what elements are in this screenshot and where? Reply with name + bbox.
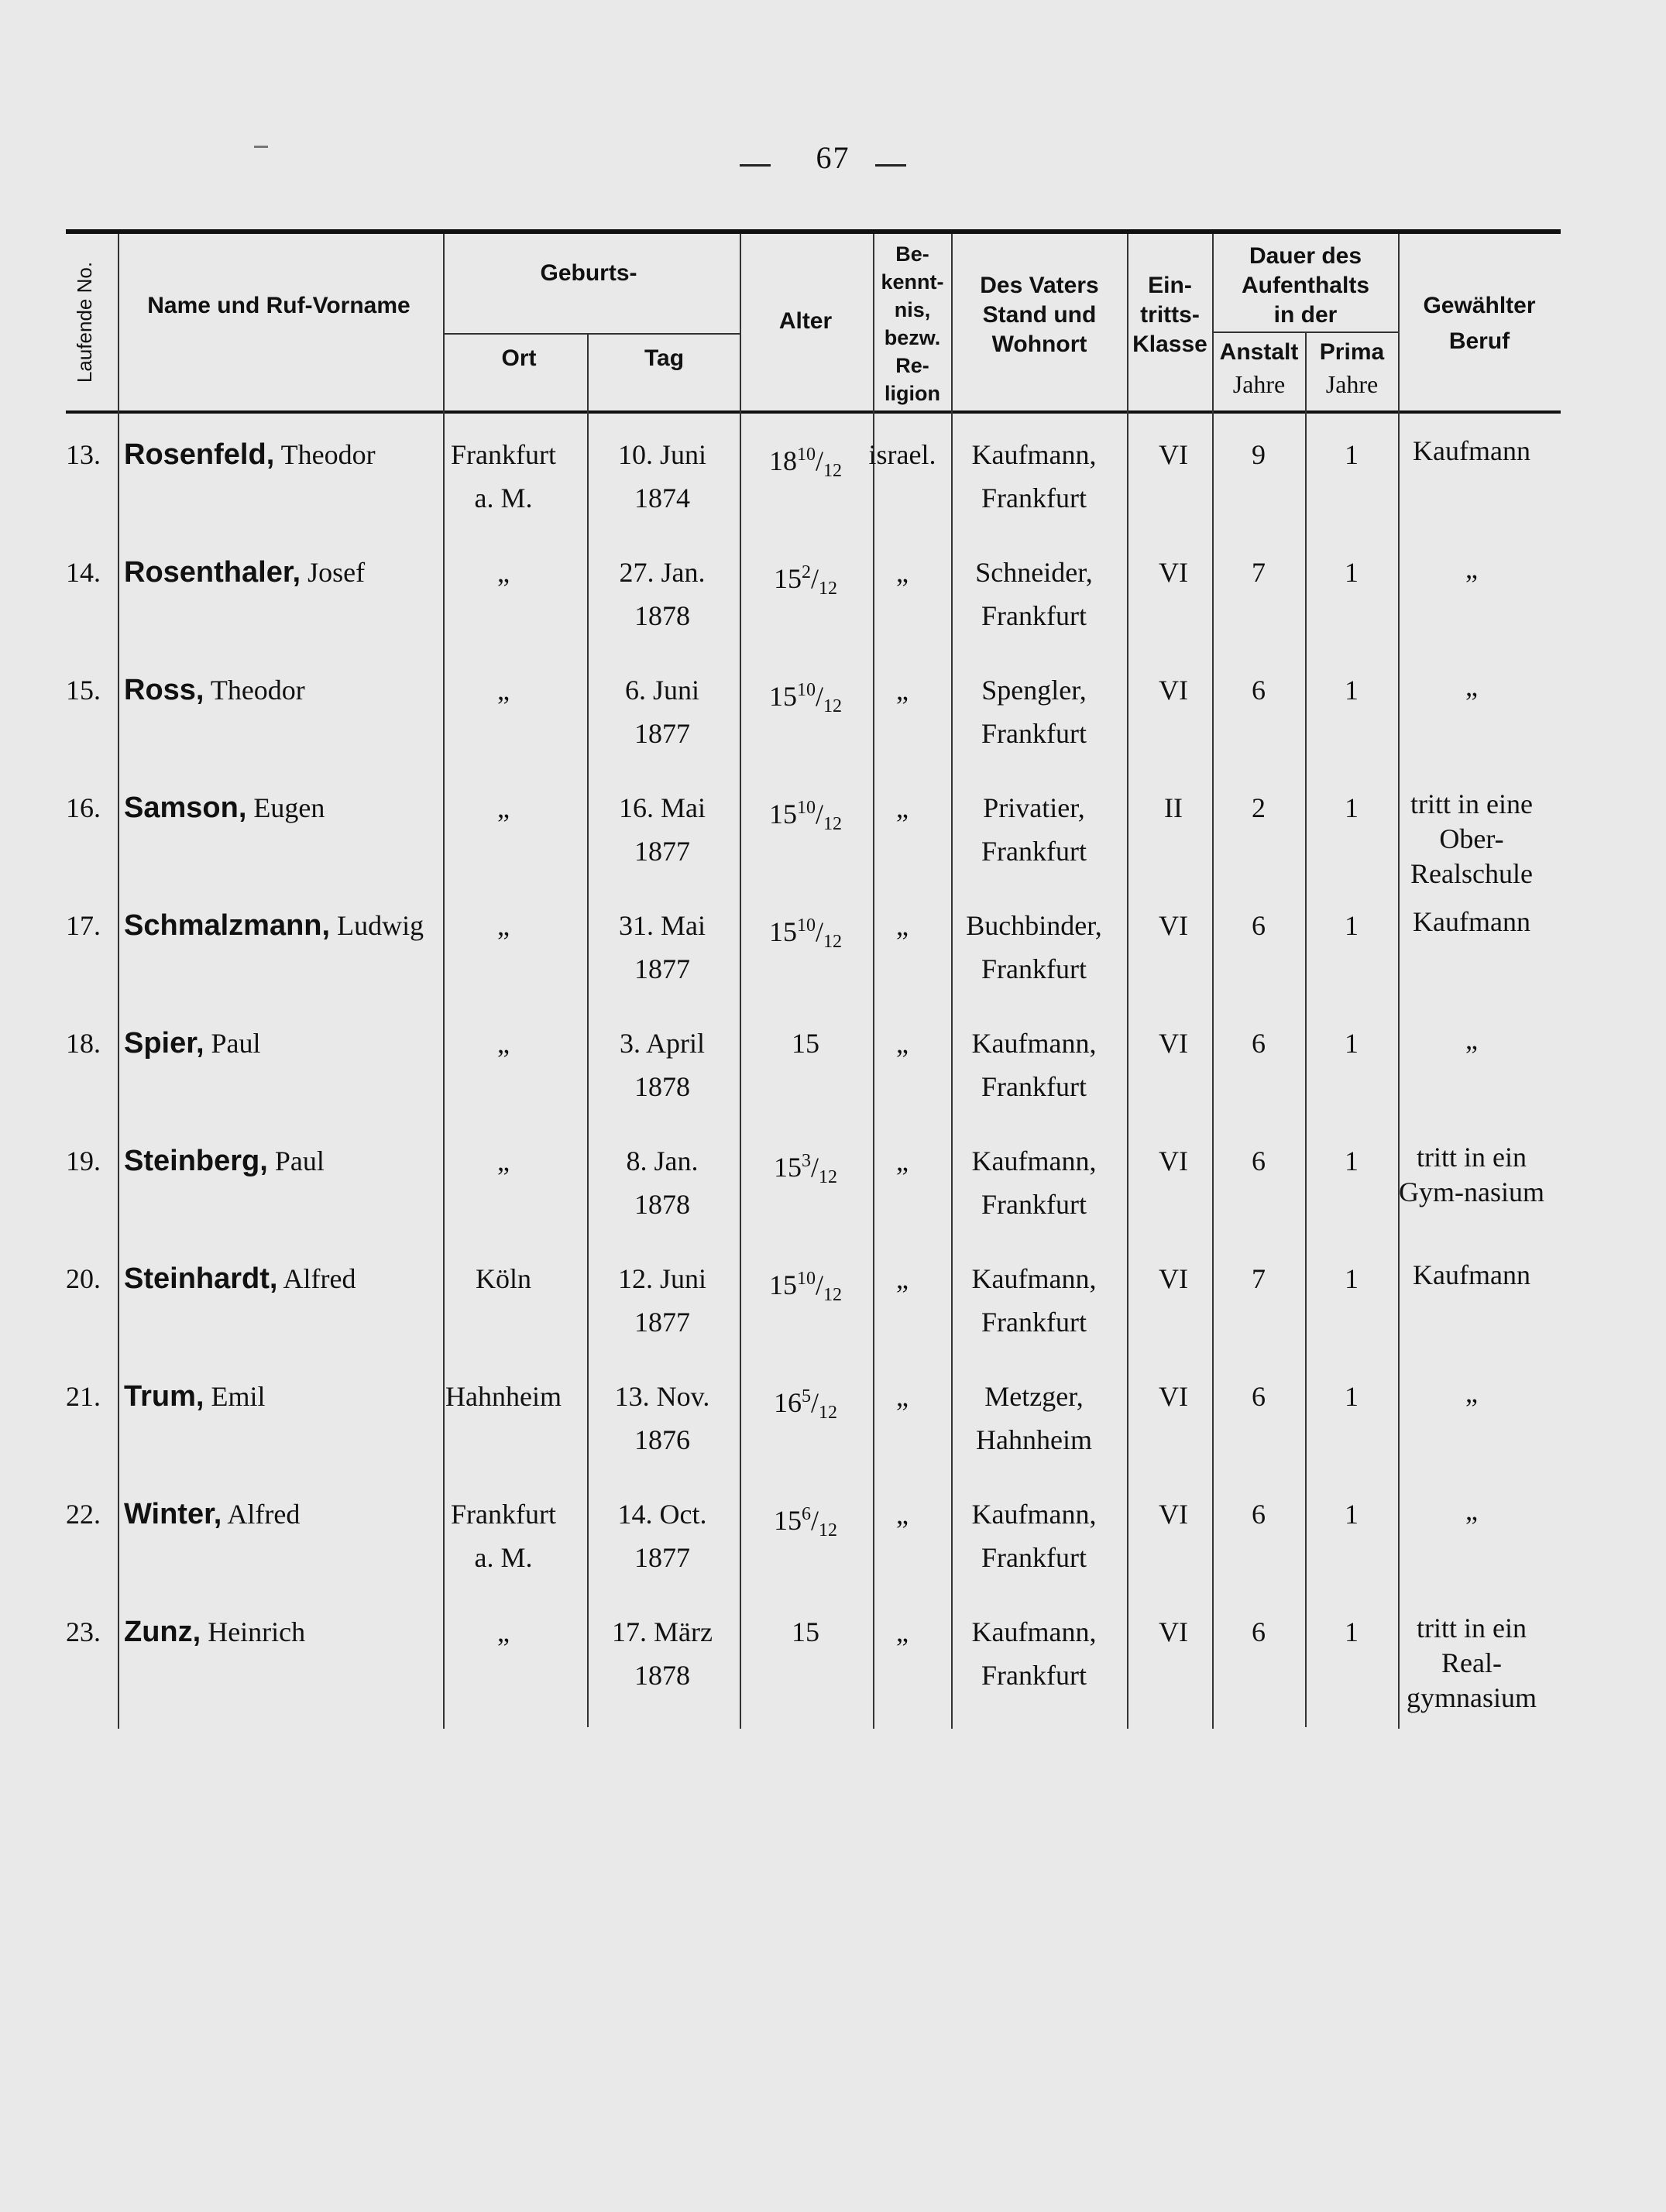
father-residence: Hahnheim	[976, 1424, 1092, 1455]
father-residence: Frankfurt	[981, 1189, 1087, 1220]
birth-date: 12. Juni	[617, 1263, 706, 1294]
birthplace: „	[497, 792, 510, 823]
years-prima: 1	[1345, 1381, 1359, 1412]
age-fraction-slash: /	[815, 1269, 823, 1300]
first-name: Alfred	[277, 1263, 356, 1294]
first-name: Paul	[267, 1146, 325, 1176]
header-religion: Be- kennt- nis, bezw. Re- ligion	[881, 242, 944, 405]
birth-date: 27. Jan.	[619, 557, 706, 588]
father-occupation: Privatier,	[983, 792, 1085, 823]
birthplace: „	[497, 910, 510, 941]
years-prima: 1	[1345, 1028, 1359, 1059]
birth-date: 16. Mai	[619, 792, 706, 823]
student-name	[124, 1376, 265, 1417]
age-years: 16	[773, 1387, 802, 1418]
entry-class: VI	[1159, 675, 1188, 706]
surname: Steinberg,	[124, 1145, 268, 1177]
father-occupation: Kaufmann,	[971, 1263, 1097, 1294]
student-name	[124, 551, 365, 593]
age	[736, 669, 875, 727]
father-occupation: Kaufmann,	[971, 1499, 1097, 1530]
row-number: 21.	[66, 1381, 101, 1412]
years-prima: 1	[1345, 1263, 1359, 1294]
table-header-rule	[66, 410, 1561, 414]
header-dauer: Dauer des Aufenthalts in der	[1242, 243, 1369, 328]
entry-class: VI	[1159, 1028, 1188, 1059]
age-years: 18	[768, 445, 797, 476]
student-name	[124, 669, 305, 711]
father-occupation: Kaufmann,	[971, 1616, 1097, 1647]
years-institution: 6	[1252, 910, 1266, 941]
student-name	[124, 1611, 305, 1653]
age-fraction-denominator: 12	[823, 814, 842, 835]
dauer-subrule	[1212, 331, 1398, 333]
age-fraction-numerator: 10	[796, 445, 816, 465]
years-institution: 6	[1252, 1616, 1266, 1647]
age-fraction-denominator: 12	[823, 696, 842, 717]
birth-date: 6. Juni	[624, 675, 699, 706]
birthplace: Hahnheim	[445, 1381, 562, 1412]
header-anstalt: Anstalt	[1219, 339, 1299, 365]
surname: Trum,	[124, 1380, 204, 1413]
student-name	[124, 1022, 261, 1064]
age-fraction-slash: /	[815, 916, 823, 947]
age-years: 15	[792, 1028, 819, 1059]
entry-class: VI	[1159, 1499, 1188, 1530]
birth-date: 31. Mai	[619, 910, 706, 941]
row-number: 19.	[66, 1146, 101, 1176]
age-fraction-numerator: 6	[801, 1504, 811, 1524]
birth-date: 17. März	[612, 1616, 713, 1647]
birth-date: 3. April	[619, 1028, 705, 1059]
age-fraction-slash: /	[810, 1505, 819, 1536]
first-name: Heinrich	[201, 1616, 306, 1647]
age-years: 15	[773, 563, 802, 594]
age	[736, 1140, 875, 1198]
father-occupation: Kaufmann,	[971, 1146, 1097, 1176]
years-institution: 6	[1252, 1381, 1266, 1412]
row-number: 17.	[66, 910, 101, 941]
years-institution: 6	[1252, 1146, 1266, 1176]
surname: Rosenfeld,	[124, 438, 275, 471]
religion: „	[896, 1616, 909, 1647]
age-fraction-denominator: 12	[823, 461, 842, 482]
surname: Zunz,	[124, 1616, 201, 1648]
header-klasse: Ein- tritts- Klasse	[1132, 273, 1207, 357]
birth-date: 10. Juni	[617, 439, 706, 470]
years-institution: 6	[1252, 1499, 1266, 1530]
entry-class: VI	[1159, 1616, 1188, 1647]
age-fraction-slash: /	[815, 799, 823, 830]
first-name: Eugen	[246, 792, 325, 823]
birth-year: 1877	[634, 953, 690, 984]
header-anstalt-jahre: Jahre	[1232, 370, 1286, 398]
age-fraction-numerator: 10	[796, 1269, 816, 1289]
religion: „	[896, 910, 909, 941]
geburts-subrule	[443, 333, 740, 335]
entry-class: VI	[1159, 1146, 1188, 1176]
religion: „	[896, 1381, 909, 1412]
student-name	[124, 1258, 356, 1300]
surname: Ross,	[124, 674, 204, 706]
age	[736, 1376, 875, 1434]
age	[736, 1611, 875, 1653]
years-prima: 1	[1345, 439, 1359, 470]
birth-year: 1874	[634, 483, 690, 514]
header-laufende-no: Laufende No.	[73, 261, 96, 383]
header-geburts: Geburts-	[540, 260, 637, 286]
age-fraction-denominator: 12	[823, 932, 842, 953]
surname: Rosenthaler,	[124, 556, 301, 589]
father-occupation: Kaufmann,	[971, 1028, 1097, 1059]
birth-year: 1877	[634, 1542, 690, 1573]
years-prima: 1	[1345, 1146, 1359, 1176]
row-number: 16.	[66, 792, 101, 823]
header-tag: Tag	[644, 345, 685, 371]
father-residence: Frankfurt	[981, 718, 1087, 749]
header-prima: Prima	[1319, 339, 1385, 365]
age	[736, 551, 875, 610]
birth-year: 1877	[634, 1307, 690, 1338]
father-residence: Frankfurt	[981, 600, 1087, 631]
birth-year: 1876	[634, 1424, 690, 1455]
age-fraction-slash: /	[810, 1387, 819, 1418]
father-residence: Frankfurt	[981, 483, 1087, 514]
header-alter: Alter	[778, 308, 833, 334]
birth-year: 1878	[634, 1071, 690, 1102]
age-years: 15	[768, 799, 797, 830]
age-fraction-denominator: 12	[819, 1167, 837, 1188]
age-fraction-denominator: 12	[819, 1520, 837, 1541]
table-top-rule	[66, 229, 1561, 234]
birth-year: 1878	[634, 1660, 690, 1691]
row-number: 13.	[66, 439, 101, 470]
entry-class: VI	[1159, 910, 1188, 941]
father-residence: Frankfurt	[981, 1071, 1087, 1102]
row-number: 14.	[66, 557, 101, 588]
father-residence: Frankfurt	[981, 836, 1087, 867]
first-name: Josef	[301, 557, 366, 588]
header-name: Name und Ruf-Vorname	[147, 293, 410, 318]
birthplace: „	[497, 557, 510, 588]
chosen-career: „	[1465, 1377, 1478, 1408]
column-divider	[118, 234, 119, 1729]
father-occupation: Kaufmann,	[971, 439, 1097, 470]
entry-class: II	[1164, 792, 1183, 823]
age-fraction-numerator: 2	[801, 562, 811, 582]
age	[736, 905, 875, 963]
religion: israel.	[868, 439, 936, 470]
chosen-career: Kaufmann	[1413, 435, 1530, 466]
row-number: 22.	[66, 1499, 101, 1530]
years-institution: 7	[1252, 1263, 1266, 1294]
student-name	[124, 787, 325, 829]
father-occupation: Metzger,	[984, 1381, 1084, 1412]
chosen-career: „	[1465, 553, 1478, 584]
first-name: Ludwig	[330, 910, 424, 941]
column-divider	[1305, 333, 1307, 1727]
religion: „	[896, 1499, 909, 1530]
birth-year: 1878	[634, 1189, 690, 1220]
entry-class: VI	[1159, 1381, 1188, 1412]
father-occupation: Schneider,	[975, 557, 1093, 588]
father-residence: Frankfurt	[981, 1307, 1087, 1338]
age-fraction-numerator: 10	[796, 680, 816, 700]
student-name	[124, 905, 424, 946]
years-institution: 7	[1252, 557, 1266, 588]
religion: „	[896, 1028, 909, 1059]
age-fraction-numerator: 10	[796, 798, 816, 818]
religion: „	[896, 792, 909, 823]
birth-date: 14. Oct.	[617, 1499, 707, 1530]
surname: Steinhardt,	[124, 1262, 278, 1295]
header-prima-jahre: Jahre	[1325, 370, 1379, 398]
age-fraction-numerator: 10	[796, 915, 816, 936]
entry-class: VI	[1159, 557, 1188, 588]
header-beruf: Gewählter Beruf	[1423, 293, 1536, 354]
birthplace: „	[497, 1616, 510, 1647]
years-prima: 1	[1345, 1616, 1359, 1647]
father-residence: Frankfurt	[981, 1542, 1087, 1573]
chosen-career: tritt in ein Real-gymnasium	[1407, 1613, 1537, 1713]
years-institution: 2	[1252, 792, 1266, 823]
age-years: 15	[768, 681, 797, 712]
student-name	[124, 1493, 300, 1535]
age-fraction-denominator: 12	[819, 579, 837, 599]
age-years: 15	[768, 1269, 797, 1300]
age	[736, 787, 875, 845]
age-fraction-denominator: 12	[819, 1403, 837, 1424]
father-residence: Frankfurt	[981, 1660, 1087, 1691]
father-occupation: Buchbinder,	[966, 910, 1102, 941]
page-dash-right	[875, 164, 906, 167]
birth-date: 13. Nov.	[614, 1381, 710, 1412]
years-institution: 9	[1252, 439, 1266, 470]
age-years: 15	[768, 916, 797, 947]
row-number: 15.	[66, 675, 101, 706]
age	[736, 1493, 875, 1551]
chosen-career: tritt in eine Ober-Realschule	[1410, 788, 1533, 889]
surname: Samson,	[124, 792, 247, 824]
age-fraction-numerator: 5	[801, 1386, 811, 1407]
chosen-career: Kaufmann	[1413, 1259, 1530, 1290]
religion: „	[896, 557, 909, 588]
age-fraction-slash: /	[815, 681, 823, 712]
birth-date: 8. Jan.	[626, 1146, 699, 1176]
first-name: Theodor	[204, 675, 305, 706]
header-vater: Des Vaters Stand und Wohnort	[980, 273, 1099, 357]
years-prima: 1	[1345, 792, 1359, 823]
age	[736, 1258, 875, 1316]
row-number: 18.	[66, 1028, 101, 1059]
first-name: Paul	[204, 1028, 261, 1059]
chosen-career: „	[1465, 1024, 1478, 1055]
birth-year: 1878	[634, 600, 690, 631]
age-fraction-numerator: 3	[801, 1151, 811, 1171]
student-name	[124, 434, 376, 476]
first-name: Theodor	[274, 439, 376, 470]
row-number: 23.	[66, 1616, 101, 1647]
birthplace-line2: a. M.	[474, 483, 533, 514]
first-name: Alfred	[222, 1499, 301, 1530]
row-number: 20.	[66, 1263, 101, 1294]
years-prima: 1	[1345, 675, 1359, 706]
surname: Winter,	[124, 1498, 222, 1530]
years-prima: 1	[1345, 910, 1359, 941]
entry-class: VI	[1159, 1263, 1188, 1294]
entry-class: VI	[1159, 439, 1188, 470]
page-number: 67	[816, 140, 850, 175]
father-residence: Frankfurt	[981, 953, 1087, 984]
age	[736, 1022, 875, 1064]
birthplace: „	[497, 1028, 510, 1059]
birthplace: „	[497, 1146, 510, 1176]
years-prima: 1	[1345, 557, 1359, 588]
birth-year: 1877	[634, 836, 690, 867]
years-prima: 1	[1345, 1499, 1359, 1530]
header-ort: Ort	[501, 345, 537, 371]
years-institution: 6	[1252, 1028, 1266, 1059]
age-fraction-slash: /	[810, 1152, 819, 1183]
birthplace-line2: a. M.	[474, 1542, 533, 1573]
first-name: Emil	[204, 1381, 266, 1412]
age	[736, 434, 875, 492]
birthplace: Frankfurt	[451, 439, 556, 470]
birthplace: Köln	[476, 1263, 531, 1294]
religion: „	[896, 675, 909, 706]
birthplace: Frankfurt	[451, 1499, 556, 1530]
father-occupation: Spengler,	[981, 675, 1087, 706]
surname: Spier,	[124, 1027, 204, 1060]
student-name	[124, 1140, 325, 1182]
birth-year: 1877	[634, 718, 690, 749]
years-institution: 6	[1252, 675, 1266, 706]
chosen-career: „	[1465, 1495, 1478, 1526]
religion: „	[896, 1263, 909, 1294]
age-fraction-slash: /	[810, 563, 819, 594]
chosen-career: tritt in ein Gym-nasium	[1399, 1142, 1544, 1207]
chosen-career: „	[1465, 671, 1478, 702]
chosen-career: Kaufmann	[1413, 906, 1530, 937]
age-fraction-denominator: 12	[823, 1285, 842, 1306]
birthplace: „	[497, 675, 510, 706]
surname: Schmalzmann,	[124, 909, 331, 942]
age-fraction-slash: /	[815, 445, 823, 476]
religion: „	[896, 1146, 909, 1176]
age-years: 15	[773, 1505, 802, 1536]
age-years: 15	[792, 1616, 819, 1647]
age-years: 15	[773, 1152, 802, 1183]
